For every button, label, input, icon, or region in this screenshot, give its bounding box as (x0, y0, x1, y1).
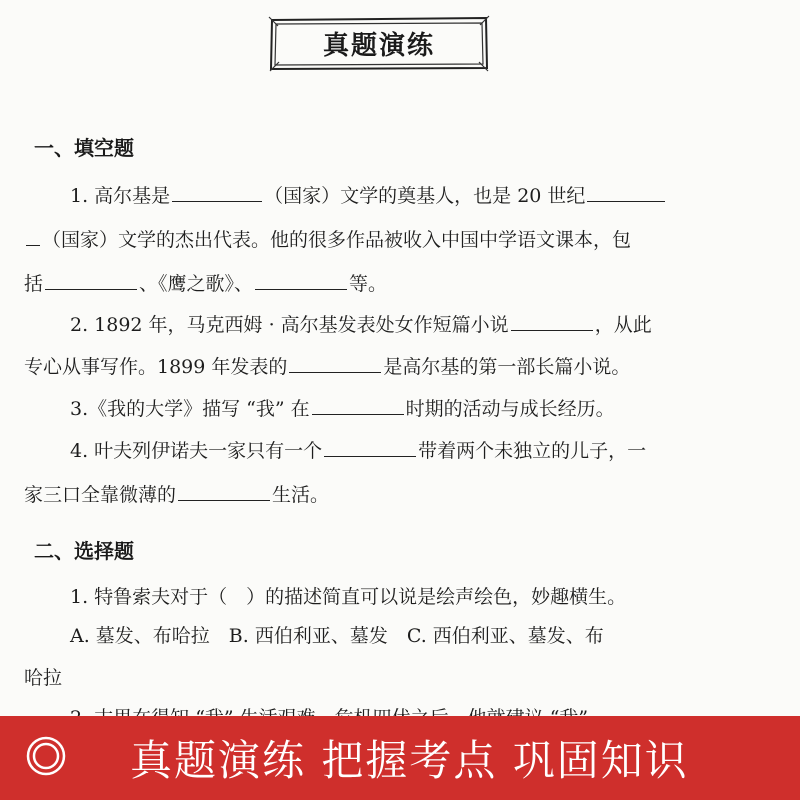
question-line: 家三口全靠微薄的 生活。 (24, 484, 330, 506)
answer-blank (26, 245, 40, 246)
title-box (268, 14, 490, 72)
double-circle-icon (26, 736, 66, 776)
answer-blank (45, 289, 137, 290)
answer-blank (172, 201, 262, 202)
question-line: 3.《我的大学》描写 “我” 在 时期的活动与成长经历。 (70, 398, 615, 420)
answer-blank (289, 372, 381, 373)
page-title: 真题演练 (322, 30, 435, 61)
answer-options: A. 墓发、布哈拉 B. 西伯利亚、墓发 C. 西伯利亚、墓发、布 (70, 625, 604, 647)
answer-blank (511, 330, 593, 331)
banner-slogan: 真题演练 把握考点 巩固知识 (130, 736, 689, 785)
promo-banner (0, 716, 800, 800)
answer-blank (324, 456, 416, 457)
question-line: （国家）文学的杰出代表。他的很多作品被收入中国中学语文课本，包 (24, 231, 631, 250)
question-line: 1. 特鲁索夫对于（ ）的描述简直可以说是绘声绘色，妙趣横生。 (70, 586, 627, 608)
answer-options-continued: 哈拉 (24, 667, 63, 689)
answer-blank (178, 500, 270, 501)
section-heading-multiple-choice: 二、选择题 (34, 539, 134, 563)
question-line: 4. 叶夫列伊诺夫一家只有一个 带着两个未独立的儿子，一 (70, 440, 647, 462)
question-line: 括 、《鹰之歌》、 等。 (24, 273, 388, 295)
answer-blank (255, 289, 347, 290)
question-line: 1. 高尔基是 （国家）文学的奠基人，也是 20 世纪 (70, 187, 667, 206)
question-line: 2. 1892 年，马克西姆 · 高尔基发表处女作短篇小说 ，从此 (70, 314, 652, 336)
answer-blank (312, 414, 404, 415)
section-heading-fill-blank: 一、填空题 (34, 136, 134, 160)
answer-blank (587, 201, 665, 202)
question-line: 专心从事写作。1899 年发表的 是高尔基的第一部长篇小说。 (24, 356, 631, 378)
